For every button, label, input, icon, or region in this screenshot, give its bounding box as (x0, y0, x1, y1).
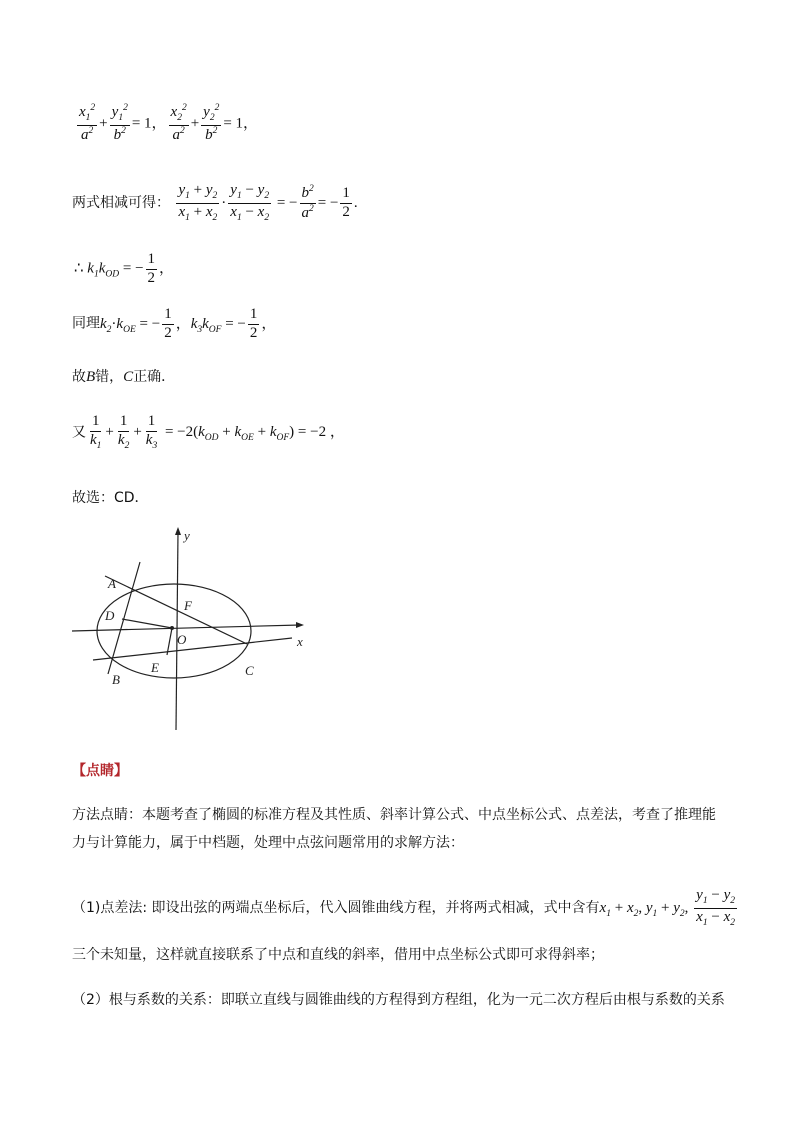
label-c: C (245, 663, 254, 678)
item1-math: $x_1 + x_2$, $y_1 + y_2$, $\frac{y_1 - y_2}{x_1 - x_2}$ (599, 887, 735, 928)
option-c: C (123, 369, 134, 385)
label-e: E (151, 660, 159, 675)
segment-od (122, 619, 172, 628)
equation-ellipse-points: $\frac{x_1^2}{a^2}$ + $\frac{y_1^2}{b^2}$ = 1， $\frac{x_2^2}{a^2}$ + $\frac{y_2^2}{b^2}$ = 1， (79, 103, 259, 143)
item1-text: （1)点差法: 即设出弦的两端点坐标后，代入圆锥曲线方程，并将两式相减，式中含有 (72, 899, 600, 916)
option-b: B (86, 369, 96, 385)
equation-reciprocal-sum: 又 $\frac{1}{k_1}$ + $\frac{1}{k_2}$ + $\frac{1}{k_3}$ = $-2(k_{OD} + k_{OE} + k_{OF}) = -2$ ， (72, 413, 345, 451)
x-axis-arrow (296, 622, 304, 628)
y-axis-arrow (175, 527, 181, 535)
label-x: x (297, 634, 303, 649)
conclusion-prefix: 故 (72, 369, 86, 385)
y-axis (176, 532, 178, 730)
answer-line: 故选：CD． (72, 490, 149, 506)
equation-subtract: 两式相减可得： $\frac{y_1 + y_2}{x_1 + x_2}$ · $\frac{y_1 - y_2}{x_1 - x_2}$ = − $\frac{b^2}{a^2}$ = − $\frac{1}{2}$ . (72, 182, 358, 223)
conclusion-mid: 错， (95, 369, 124, 385)
line-bc (93, 638, 292, 660)
conclusion-suffix: 正确． (133, 369, 176, 385)
section-heading: 【点睛】 (72, 763, 128, 779)
item-root-coefficient: （2）根与系数的关系：即联立直线与圆锥曲线的方程得到方程组，化为一元二次方程后由根与系数的关系 (72, 992, 725, 1008)
equation-k1-kod: ∴ $k_1k_{OD}$ = − $\frac{1}{2}$ ， (74, 251, 175, 286)
equation-similarly: 同理$k_2\cdot k_{OE}$ = − $\frac{1}{2}$ ，$k_3k_{OF}$ = − $\frac{1}{2}$ ， (72, 306, 277, 341)
item1-continuation: 三个未知量，这样就直接联系了中点和直线的斜率，借用中点坐标公式即可求得斜率； (72, 947, 604, 963)
item-point-difference (72, 887, 735, 929)
method-paragraph: 方法点睛：本题考查了椭圆的标准方程及其性质、斜率计算公式、中点坐标公式、点差法，考查了推理能力与计算能力，属于中档题，处理中点弦问题常用的求解方法： (72, 807, 716, 851)
label-d: D (105, 608, 115, 623)
x-axis (72, 625, 300, 631)
label-f: F (184, 598, 192, 613)
similarly-label: 同理 (72, 315, 100, 332)
ellipse-figure (60, 522, 330, 734)
conclusion-line (72, 363, 175, 391)
point-o (170, 626, 174, 630)
also-label: 又 (72, 424, 86, 441)
label-a: A (108, 576, 116, 591)
label-y: y (184, 528, 190, 543)
label-o: O (177, 632, 187, 647)
label-b: B (112, 672, 120, 687)
subtract-label: 两式相减可得： (72, 194, 170, 211)
